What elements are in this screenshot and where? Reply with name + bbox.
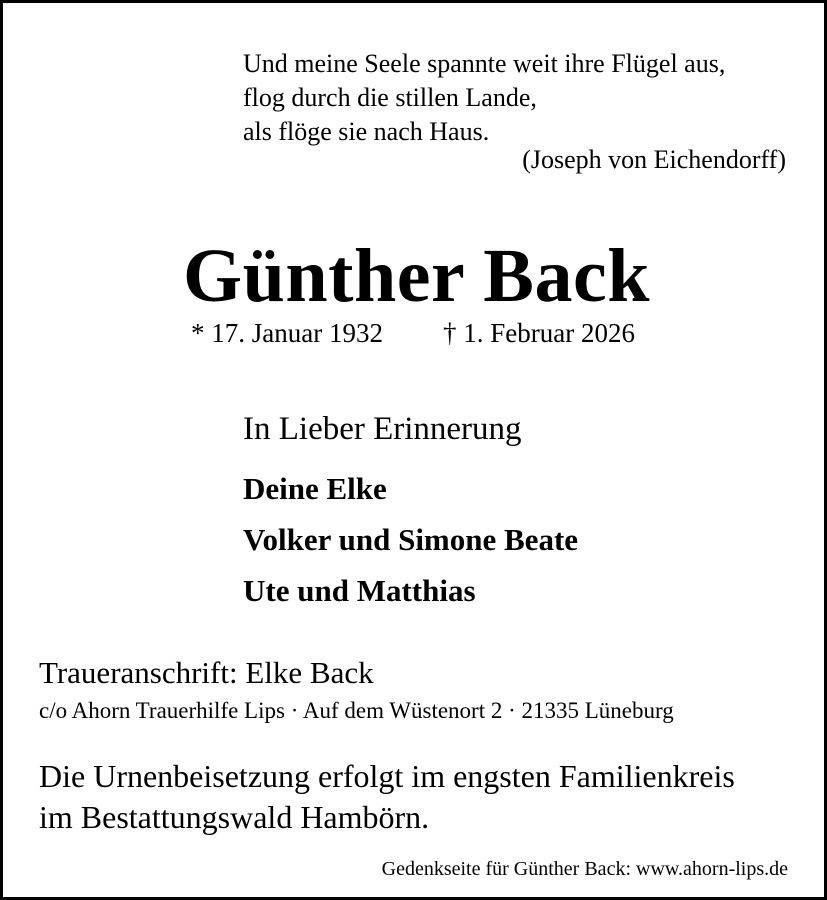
burial-line: Die Urnenbeisetzung erfolgt im engsten Familienkreis xyxy=(39,758,735,794)
poem-author: (Joseph von Eichendorff) xyxy=(522,145,786,174)
burial-line: im Bestattungswald Hambörn. xyxy=(39,799,430,835)
mourner-name: Volker und Simone Beate xyxy=(243,522,579,557)
death-date: † 1. Februar 2026 xyxy=(443,318,635,348)
memorial-page-link[interactable]: Gedenkseite für Günther Back: www.ahorn-lips.de xyxy=(381,858,788,880)
birth-date: * 17. Januar 1932 xyxy=(191,318,383,348)
mourning-address-heading: Traueranschrift: Elke Back xyxy=(39,655,374,690)
mourner-list xyxy=(243,463,578,616)
deceased-name: Günther Back xyxy=(182,234,650,318)
poem-line: Und meine Seele spannte weit ihre Flügel aus, xyxy=(243,49,726,78)
poem-line: flog durch die stillen Lande, xyxy=(243,83,537,112)
mourner-name: Ute und Matthias xyxy=(243,573,476,608)
poem-line: als flöge sie nach Haus. xyxy=(243,117,490,146)
poem-quote xyxy=(243,47,803,149)
burial-notice xyxy=(39,756,735,838)
mourner-name: Deine Elke xyxy=(243,471,387,506)
memory-intro: In Lieber Erinnerung xyxy=(243,411,522,447)
mourning-address-line: c/o Ahorn Trauerhilfe Lips · Auf dem Wüstenort 2 · 21335 Lüneburg xyxy=(39,698,674,723)
